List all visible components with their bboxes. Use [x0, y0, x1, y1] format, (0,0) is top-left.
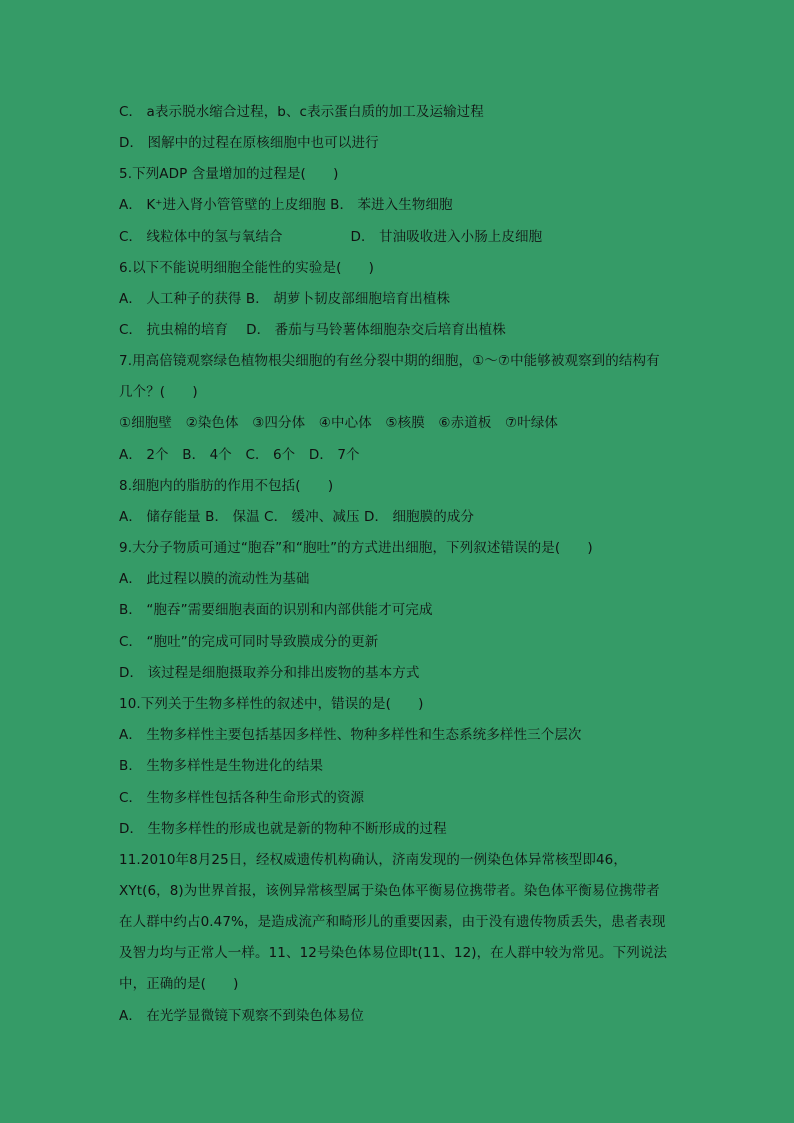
question-6-options-ab: A． 人工种子的获得 B． 胡萝卜韧皮部细胞培育出植株	[119, 291, 451, 307]
option-4-c: C． a表示脱水缩合过程，b、c表示蛋白质的加工及运输过程	[119, 104, 484, 120]
question-6-stem: 6.以下不能说明细胞全能性的实验是( )	[119, 260, 375, 276]
question-10-option-c: C． 生物多样性包括各种生命形式的资源	[119, 790, 365, 806]
question-10-stem: 10.下列关于生物多样性的叙述中，错误的是( )	[119, 696, 424, 712]
question-8-options: A． 储存能量 B． 保温 C． 缓冲、减压 D． 细胞膜的成分	[119, 509, 475, 525]
question-5-stem: 5.下列ADP 含量增加的过程是( )	[119, 166, 339, 182]
question-7-stem-line-2: 几个？( )	[119, 384, 198, 400]
question-11-stem-line-4: 及智力均与正常人一样。11、12号染色体易位即t(11、12)，在人群中较为常见。下列说法	[119, 945, 668, 961]
question-11-stem-line-2: XYt(6，8)为世界首报，该例异常核型属于染色体平衡易位携带者。染色体平衡易位携带者	[119, 883, 660, 899]
question-7-options: A． 2个 B． 4个 C． 6个 D． 7个	[119, 447, 360, 463]
question-6-options-cd: C． 抗虫棉的培育 D． 番茄与马铃薯体细胞杂交后培育出植株	[119, 322, 506, 338]
question-5-options-ab: A． K⁺进入肾小管管壁的上皮细胞 B． 苯进入生物细胞	[119, 197, 453, 213]
question-8-stem: 8.细胞内的脂肪的作用不包括( )	[119, 478, 334, 494]
question-7-structures: ①细胞壁 ②染色体 ③四分体 ④中心体 ⑤核膜 ⑥赤道板 ⑦叶绿体	[119, 415, 559, 431]
option-4-d: D． 图解中的过程在原核细胞中也可以进行	[119, 135, 379, 151]
question-5-options-cd: C． 线粒体中的氢与氧结合 D． 甘油吸收进入小肠上皮细胞	[119, 229, 543, 245]
question-9-option-b: B． “胞吞”需要细胞表面的识别和内部供能才可完成	[119, 602, 433, 618]
question-11-option-a: A． 在光学显微镜下观察不到染色体易位	[119, 1008, 364, 1024]
question-10-option-d: D． 生物多样性的形成也就是新的物种不断形成的过程	[119, 821, 447, 837]
question-10-option-a: A． 生物多样性主要包括基因多样性、物种多样性和生态系统多样性三个层次	[119, 727, 582, 743]
question-11-stem-line-1: 11.2010年8月25日，经权威遗传机构确认，济南发现的一例染色体异常核型即46，	[119, 852, 627, 868]
question-9-option-d: D． 该过程是细胞摄取养分和排出废物的基本方式	[119, 665, 420, 681]
question-7-stem-line-1: 7.用高倍镜观察绿色植物根尖细胞的有丝分裂中期的细胞，①～⑦中能够被观察到的结构有	[119, 353, 660, 369]
question-9-option-c: C． “胞吐”的完成可同时导致膜成分的更新	[119, 634, 379, 650]
question-9-stem: 9.大分子物质可通过“胞吞”和“胞吐”的方式进出细胞，下列叙述错误的是( )	[119, 540, 593, 556]
question-9-option-a: A． 此过程以膜的流动性为基础	[119, 571, 310, 587]
question-10-option-b: B． 生物多样性是生物进化的结果	[119, 758, 324, 774]
question-11-stem-line-3: 在人群中约占0.47%，是造成流产和畸形儿的重要因素，由于没有遗传物质丢失，患者表现	[119, 914, 666, 930]
question-11-stem-line-5: 中，正确的是( )	[119, 976, 239, 992]
